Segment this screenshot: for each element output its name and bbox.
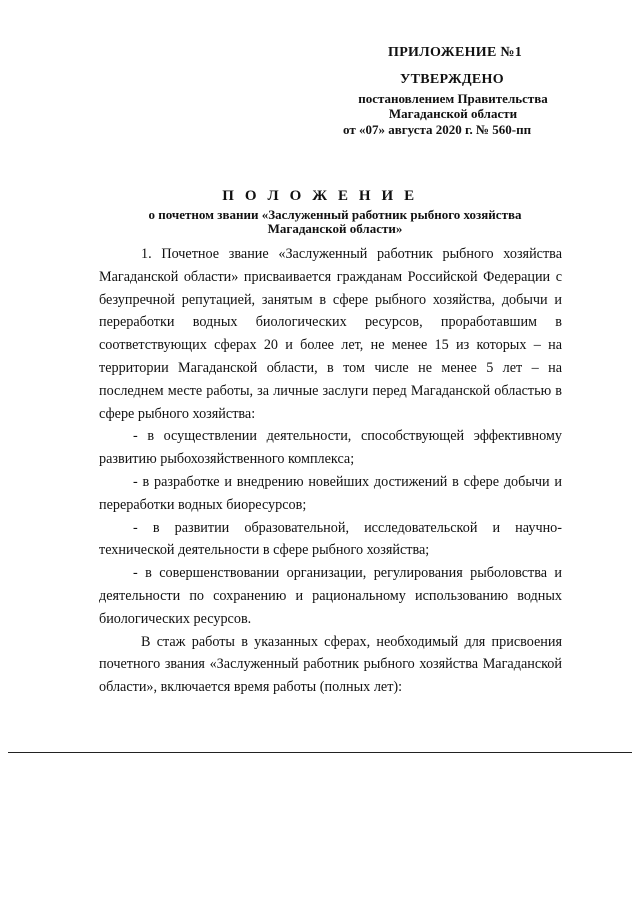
subtitle-line-2: Магаданской области» xyxy=(267,221,403,236)
list-item: - в развитии образовательной, исследовательской и научно-технической деятельности в сфере рыбного хозяйства; xyxy=(99,519,562,559)
list-item: - в совершенствовании организации, регулирования рыболовства и деятельности по сохранению и рациональному использованию водных биологических ресурсов. xyxy=(99,565,562,627)
page-divider xyxy=(8,752,632,753)
document-title: П О Л О Ж Е Н И Е xyxy=(222,188,418,204)
appendix-label: ПРИЛОЖЕНИЕ №1 xyxy=(388,45,523,60)
paragraph-1: 1. Почетное звание «Заслуженный работник рыбного хозяйства Магаданской области» присваивается гражданам Российской Федерации с безупречной репутацией, занятым в сфере рыбного хозяйства, добычи и переработки водных биологических ресурсов, проработавшим в соответствующих сферах 20 и более лет, не менее 15 из которых – на территории Магаданской области, в том числе не менее 5 лет – на последнем месте работы, за личные заслуги перед Магаданской областью в сфере рыбного хозяйства: xyxy=(99,246,562,422)
decree-reference xyxy=(343,91,563,121)
list-item: - в осуществлении деятельности, способствующей эффективному развитию рыбохозяйственного комплекса; xyxy=(99,428,562,468)
decree-date: от «07» августа 2020 г. № 560-пп xyxy=(343,122,532,137)
subtitle-line-1: о почетном звании «Заслуженный работник рыбного хозяйства xyxy=(148,207,522,222)
decree-line-2: Магаданской области xyxy=(388,106,518,121)
document-body xyxy=(99,243,562,699)
document-subtitle xyxy=(100,208,570,236)
approved-label: УТВЕРЖДЕНО xyxy=(400,72,504,87)
paragraph-2: В стаж работы в указанных сферах, необходимый для присвоения почетного звания «Заслуженный работник рыбного хозяйства Магаданской области», включается время работы (полных лет): xyxy=(99,633,562,696)
list-item: - в разработке и внедрению новейших достижений в сфере добычи и переработки водных биоресурсов; xyxy=(99,473,562,513)
decree-line-1: постановлением Правительства xyxy=(358,91,548,106)
